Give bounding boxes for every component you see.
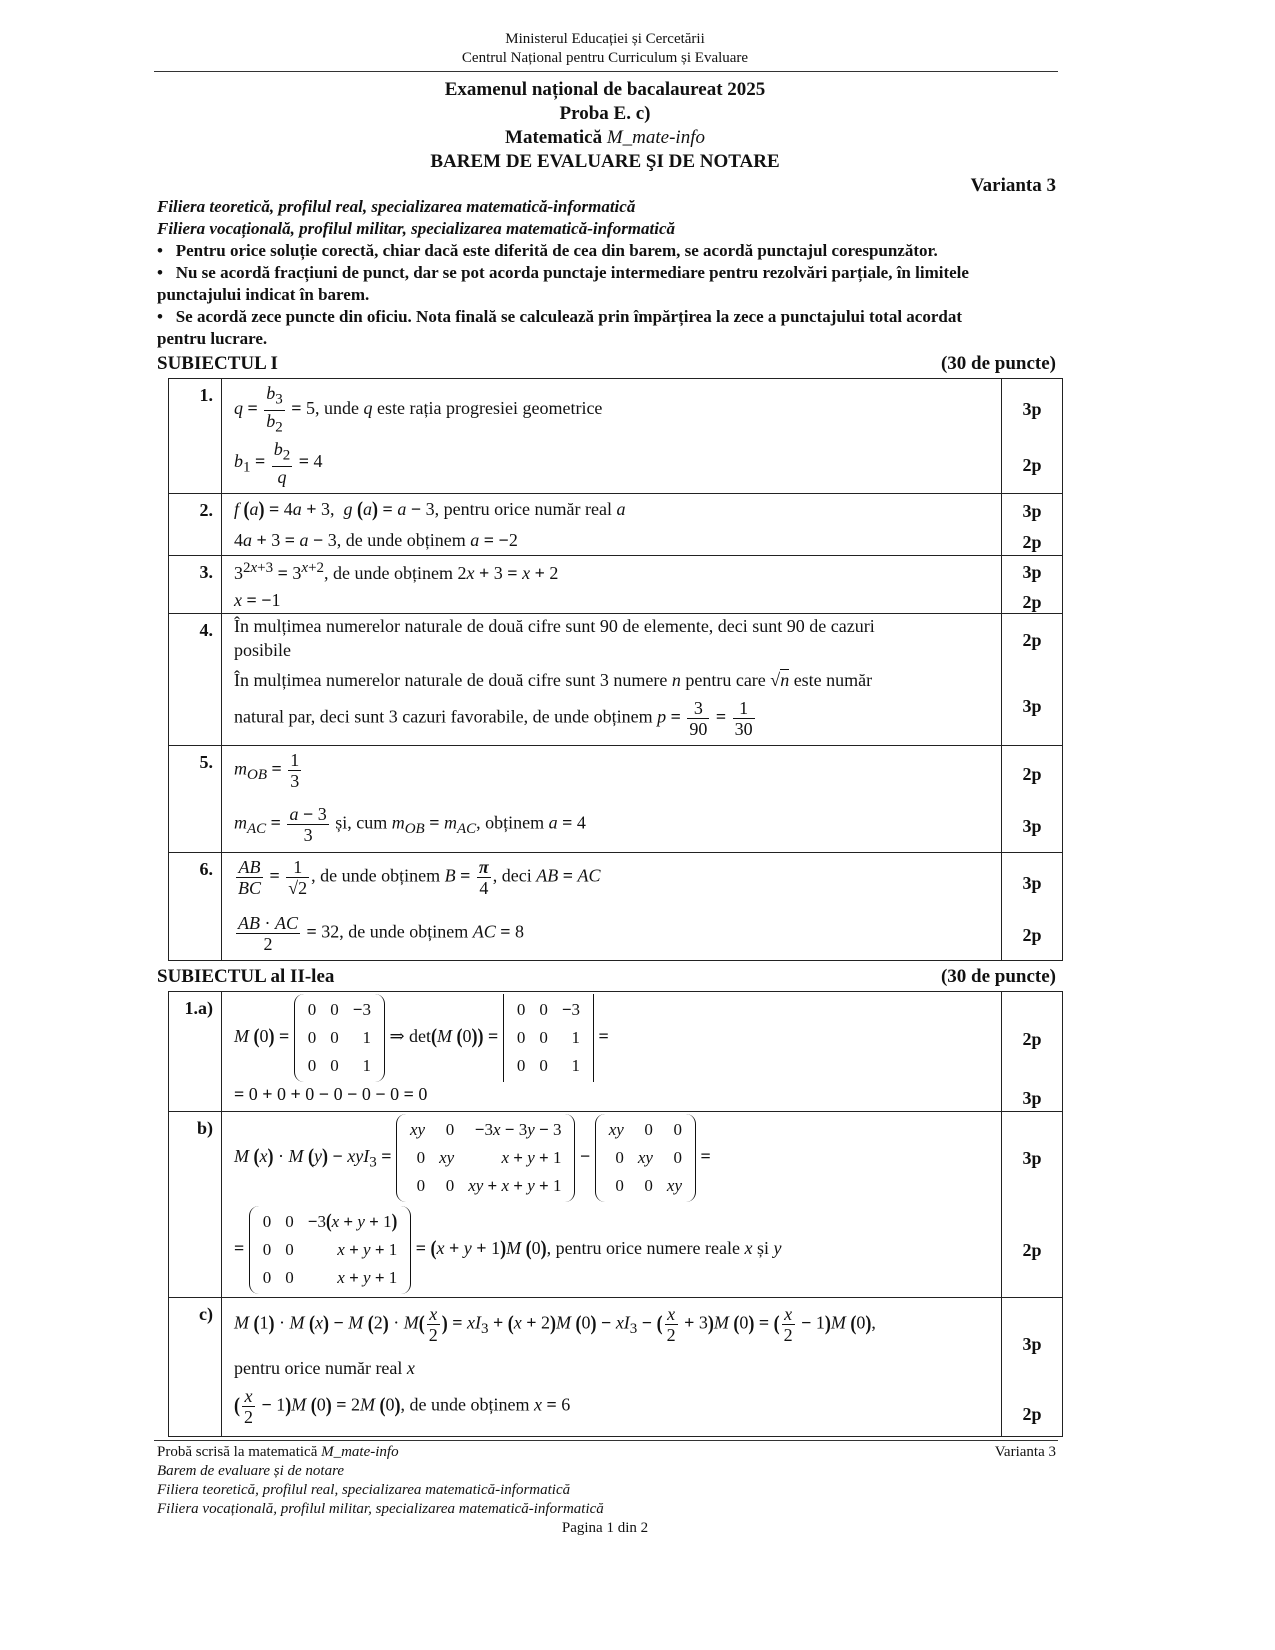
points-value: 3p (1022, 562, 1042, 582)
table-row (169, 746, 1063, 853)
subject-title: Matematică M_mate-info (505, 127, 705, 148)
section-2-points: (30 de puncte) (940, 966, 1056, 987)
subject-2-table (168, 991, 1063, 1437)
points-value: 3p (1022, 696, 1042, 716)
note-3: • Se acordă zece puncte din oficiu. Nota finală se calculează prin împărțirea la zece a punctajului total acordat (157, 307, 963, 326)
points-value: 3p (1022, 1088, 1042, 1108)
formula-line: M (1) · M (x) − M (2) · M( $\frac{x}{2}$ ) = $xI_3 + (x + 2)M$ $(0) - xI_3$ − ( $\frac{x}{2}$ + 3)M (0) = ( $\frac{x}{2}$ − 1)M (0), (234, 1304, 876, 1345)
points-cell (1002, 556, 1063, 614)
barem-title: BAREM DE EVALUARE ŞI DE NOTARE (430, 151, 780, 172)
matrix: 0 0 −3(x + y + 1) 0 0 x + y + 1 0 0 x + y + 1 (249, 1206, 412, 1294)
note-2-cont: punctajului indicat în barem. (157, 285, 370, 304)
points-cell (1002, 614, 1063, 746)
formula-line: ( $\frac{x}{2}$ − 1)M (0) = 2M (0), de unde obținem x = 6 (234, 1386, 571, 1427)
formula-line: $3^{2x+3} = 3^{x+2}$, de unde obținem 2x + 3 = x + 2 (234, 560, 559, 583)
footer-variant: Varianta 3 (994, 1444, 1056, 1460)
points-value: 2p (1022, 1029, 1042, 1049)
determinant: 0 0 −3 0 0 1 0 0 1 (503, 994, 594, 1082)
table-row (169, 379, 1063, 494)
formula-line: = 0 0 −3(x + y + 1) 0 0 x + y + 1 0 0 x + y + 1 = (x + y + 1)M (0), pentru orice numere reale x și y (234, 1206, 781, 1294)
points-cell (1002, 494, 1063, 556)
item-number: b) (169, 1112, 222, 1298)
filiera-1: Filiera teoretică, profilul real, specializarea matematică-informatică (157, 197, 636, 216)
ministry-name: Ministerul Educației și Cercetării (505, 31, 705, 47)
points-cell (1002, 992, 1063, 1112)
footer-line-3: Filiera teoretică, profilul real, specializarea matematică-informatică (157, 1482, 571, 1498)
note-1: • Pentru orice soluție corectă, chiar dacă este diferită de cea din barem, se acordă punctajul corespunzător. (157, 241, 938, 260)
footer-line-4: Filiera vocațională, profilul militar, specializarea matematică-informatică (157, 1501, 604, 1517)
table-row (169, 853, 1063, 961)
table-row (169, 1298, 1063, 1437)
table-row (169, 614, 1063, 746)
points-value: 2p (1022, 532, 1042, 552)
points-value: 2p (1022, 1240, 1042, 1260)
center-name: Centrul Național pentru Curriculum și Evaluare (461, 50, 749, 66)
footer-line-2: Barem de evaluare și de notare (157, 1463, 345, 1479)
item-body (222, 614, 1002, 746)
formula-line: $b_1$ = $\frac{b_2}{q}$ = 4 (234, 439, 323, 487)
formula-line: M (0) = 0 0 −3 0 0 1 0 0 1 ⇒ det(M (0)) = 0 0 −3 0 0 1 0 0 1 = (234, 994, 609, 1082)
matrix: 0 0 −3 0 0 1 0 0 1 (294, 994, 385, 1082)
text-line: În mulțimea numerelor naturale de două cifre sunt 3 numere n pentru care √n este număr (234, 670, 873, 690)
item-number: 1. (169, 379, 222, 494)
note-2: • Nu se acordă fracțiuni de punct, dar se pot acorda punctaje intermediare pentru rezolvări parțiale, în limitele (157, 263, 969, 282)
points-value: 2p (1022, 764, 1042, 784)
matrix: xy 0 0 0 xy 0 0 0 xy (595, 1114, 696, 1202)
table-row (169, 494, 1063, 556)
points-value: 3p (1022, 873, 1042, 893)
item-body (222, 1298, 1002, 1437)
item-number: c) (169, 1298, 222, 1437)
points-value: 2p (1022, 925, 1042, 945)
table-row (169, 556, 1063, 614)
text-line: posibile (234, 640, 291, 660)
points-value: 3p (1022, 1148, 1042, 1168)
item-body (222, 853, 1002, 961)
item-body (222, 1112, 1002, 1298)
points-value: 3p (1022, 1334, 1042, 1354)
item-number: 1.a) (169, 992, 222, 1112)
section-1-title: SUBIECTUL I (157, 353, 278, 374)
points-value: 2p (1022, 455, 1042, 475)
points-value: 2p (1022, 630, 1042, 650)
formula-line: $m_{OB}$ = $\frac{1}{3}$ (234, 750, 300, 791)
points-cell (1002, 379, 1063, 494)
formula-line: $\frac{AB \cdot AC}{2}$ = 32, de unde obținem AC = 8 (238, 913, 525, 954)
item-number: 4. (169, 614, 222, 746)
points-cell (1002, 746, 1063, 853)
formula-line: q = $\frac{b_3}{b_2}$ = 5, unde q este rația progresiei geometrice (234, 383, 603, 436)
points-value: 2p (1022, 1404, 1042, 1424)
page-number: Pagina 1 din 2 (561, 1520, 649, 1536)
item-number: 6. (169, 853, 222, 961)
footer-line-1: Probă scrisă la matematică M_mate-info (157, 1444, 399, 1460)
points-value: 3p (1022, 816, 1042, 836)
item-body (222, 992, 1002, 1112)
table-row (169, 1112, 1063, 1298)
section-1-points: (30 de puncte) (940, 353, 1056, 374)
formula-line: x = −1 (234, 590, 281, 610)
footer-rule (154, 1440, 1058, 1441)
item-number: 3. (169, 556, 222, 614)
table-row (169, 992, 1063, 1112)
points-cell (1002, 1298, 1063, 1437)
proba-title: Proba E. c) (559, 103, 651, 124)
formula-line: M (x) · M (y) − xyI$_3$ = xy 0 −3x − 3y − 3 0 xy x + y + 1 0 0 xy + x + y + 1 − xy 0 0 0 xy 0 0 0 xy = (234, 1114, 711, 1202)
formula-line: f (a) = 4a + 3, g (a) = a − 3, pentru orice număr real a (234, 497, 626, 521)
exam-title: Examenul național de bacalaureat 2025 (444, 79, 766, 100)
header-rule (154, 71, 1058, 72)
points-value: 3p (1022, 399, 1042, 419)
item-body (222, 379, 1002, 494)
section-2-title: SUBIECTUL al II-lea (157, 966, 335, 987)
formula-line: = 0 + 0 + 0 − 0 − 0 − 0 = 0 (234, 1084, 428, 1104)
matrix: xy 0 −3x − 3y − 3 0 xy x + y + 1 0 0 xy + x + y + 1 (396, 1114, 575, 1202)
item-body (222, 556, 1002, 614)
note-3-cont: pentru lucrare. (157, 329, 268, 348)
text-line: În mulțimea numerelor naturale de două cifre sunt 90 de elemente, deci sunt 90 de cazuri (234, 616, 875, 636)
points-value: 3p (1022, 501, 1042, 521)
formula-line: 4a + 3 = a − 3, de unde obținem a = −2 (234, 530, 518, 550)
points-value: 2p (1022, 592, 1042, 612)
formula-line: natural par, deci sunt 3 cazuri favorabile, de unde obținem p = $\frac{3}{90}$ = $\frac{1}{30}$ (234, 698, 753, 739)
item-number: 2. (169, 494, 222, 556)
points-cell (1002, 1112, 1063, 1298)
points-cell (1002, 853, 1063, 961)
item-body (222, 746, 1002, 853)
item-body (222, 494, 1002, 556)
filiera-2: Filiera vocațională, profilul militar, specializarea matematică-informatică (157, 219, 676, 238)
item-number: 5. (169, 746, 222, 853)
variant-label: Varianta 3 (970, 175, 1056, 196)
formula-line: $\frac{AB}{BC}$ = $\frac{1}{√2}$ , de unde obținem B = $\frac{\pi}{4}$ , deci AB = AC (238, 857, 601, 898)
subject-1-table (168, 378, 1063, 961)
text-line: pentru orice număr real x (234, 1358, 415, 1378)
formula-line: $m_{AC}$ = $\frac{a - 3}{3}$ și, cum $m_{OB} = m_{AC}$, obținem a = 4 (234, 804, 586, 845)
